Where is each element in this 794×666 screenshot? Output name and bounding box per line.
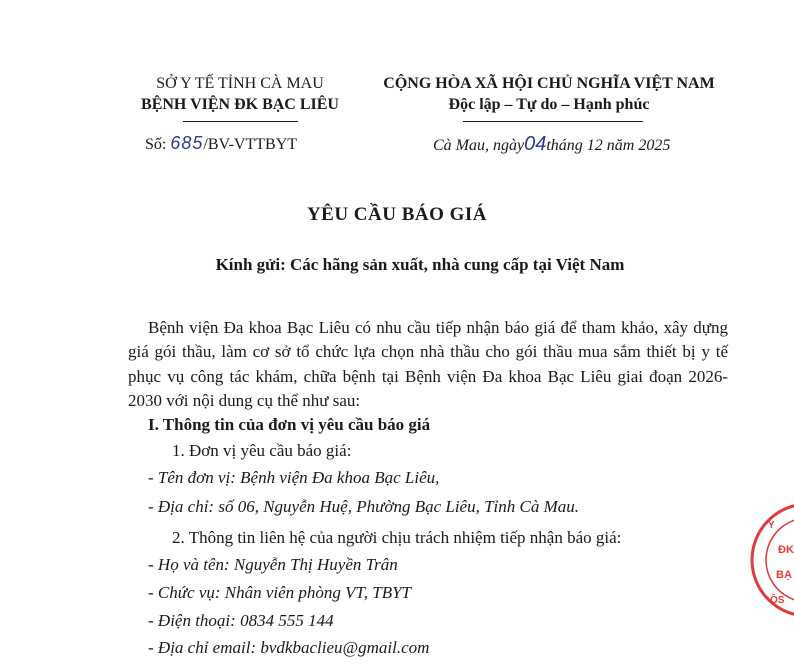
contact-name: - Họ và tên: Nguyễn Thị Huyền Trân <box>148 555 398 574</box>
header-hospital-name: BỆNH VIỆN ĐK BẠC LIÊU <box>141 96 339 113</box>
so-suffix: /BV-VTTBYT <box>203 136 298 153</box>
stamp-text-b: ĐK <box>778 544 794 556</box>
so-label: Số: <box>145 136 167 153</box>
header-country: CỘNG HÒA XÃ HỘI CHỦ NGHĨA VIỆT NAM <box>383 75 715 92</box>
item1-label: 1. Đơn vị yêu cầu báo giá: <box>172 441 352 460</box>
date-prefix: Cà Mau, ngày <box>433 137 525 154</box>
section-heading: I. Thông tin của đơn vị yêu cầu báo giá <box>148 415 431 434</box>
contact-phone: - Điện thoại: 0834 555 144 <box>148 611 334 630</box>
header-motto: Độc lập – Tự do – Hạnh phúc <box>448 96 650 113</box>
date-suffix: tháng 12 năm 2025 <box>546 137 671 154</box>
intro-paragraph: Bệnh viện Đa khoa Bạc Liêu có nhu cầu tiếp nhận báo giá để tham khảo, xây dựng giá gói thầu, làm cơ sở tổ chức lựa chọn nhà thầu cho gói thầu mua sắm thiết bị y tế phục vụ công tác khám, chữa bệnh tại Bệnh viện Đa khoa Bạc Liêu giai đoạn 2026-2030 với nội dung cụ thể như sau: <box>128 318 728 410</box>
document-title: YÊU CẦU BÁO GIÁ <box>306 204 488 225</box>
contact-email: - Địa chỉ email: bvdkbaclieu@gmail.com <box>148 638 430 657</box>
stamp-text-c: BẠ <box>776 569 792 581</box>
so-number-handwritten: 685 <box>170 133 204 153</box>
stamp-text-a: Y <box>768 520 775 531</box>
stamp-text-d: ỒS <box>770 595 785 606</box>
unit-address: - Địa chỉ: số 06, Nguyễn Huệ, Phường Bạc Liêu, Tỉnh Cà Mau. <box>148 497 580 516</box>
recipient-line: Kính gửi: Các hãng sản xuất, nhà cung cấp tại Việt Nam <box>215 255 625 274</box>
item2-label: 2. Thông tin liên hệ của người chịu trách nhiệm tiếp nhận báo giá: <box>172 528 622 547</box>
contact-position: - Chức vụ: Nhân viên phòng VT, TBYT <box>148 583 412 602</box>
date-day-handwritten: 04 <box>524 133 547 155</box>
unit-name: - Tên đơn vị: Bệnh viện Đa khoa Bạc Liêu, <box>148 468 440 487</box>
header-department: SỞ Y TẾ TỈNH CÀ MAU <box>156 75 324 92</box>
